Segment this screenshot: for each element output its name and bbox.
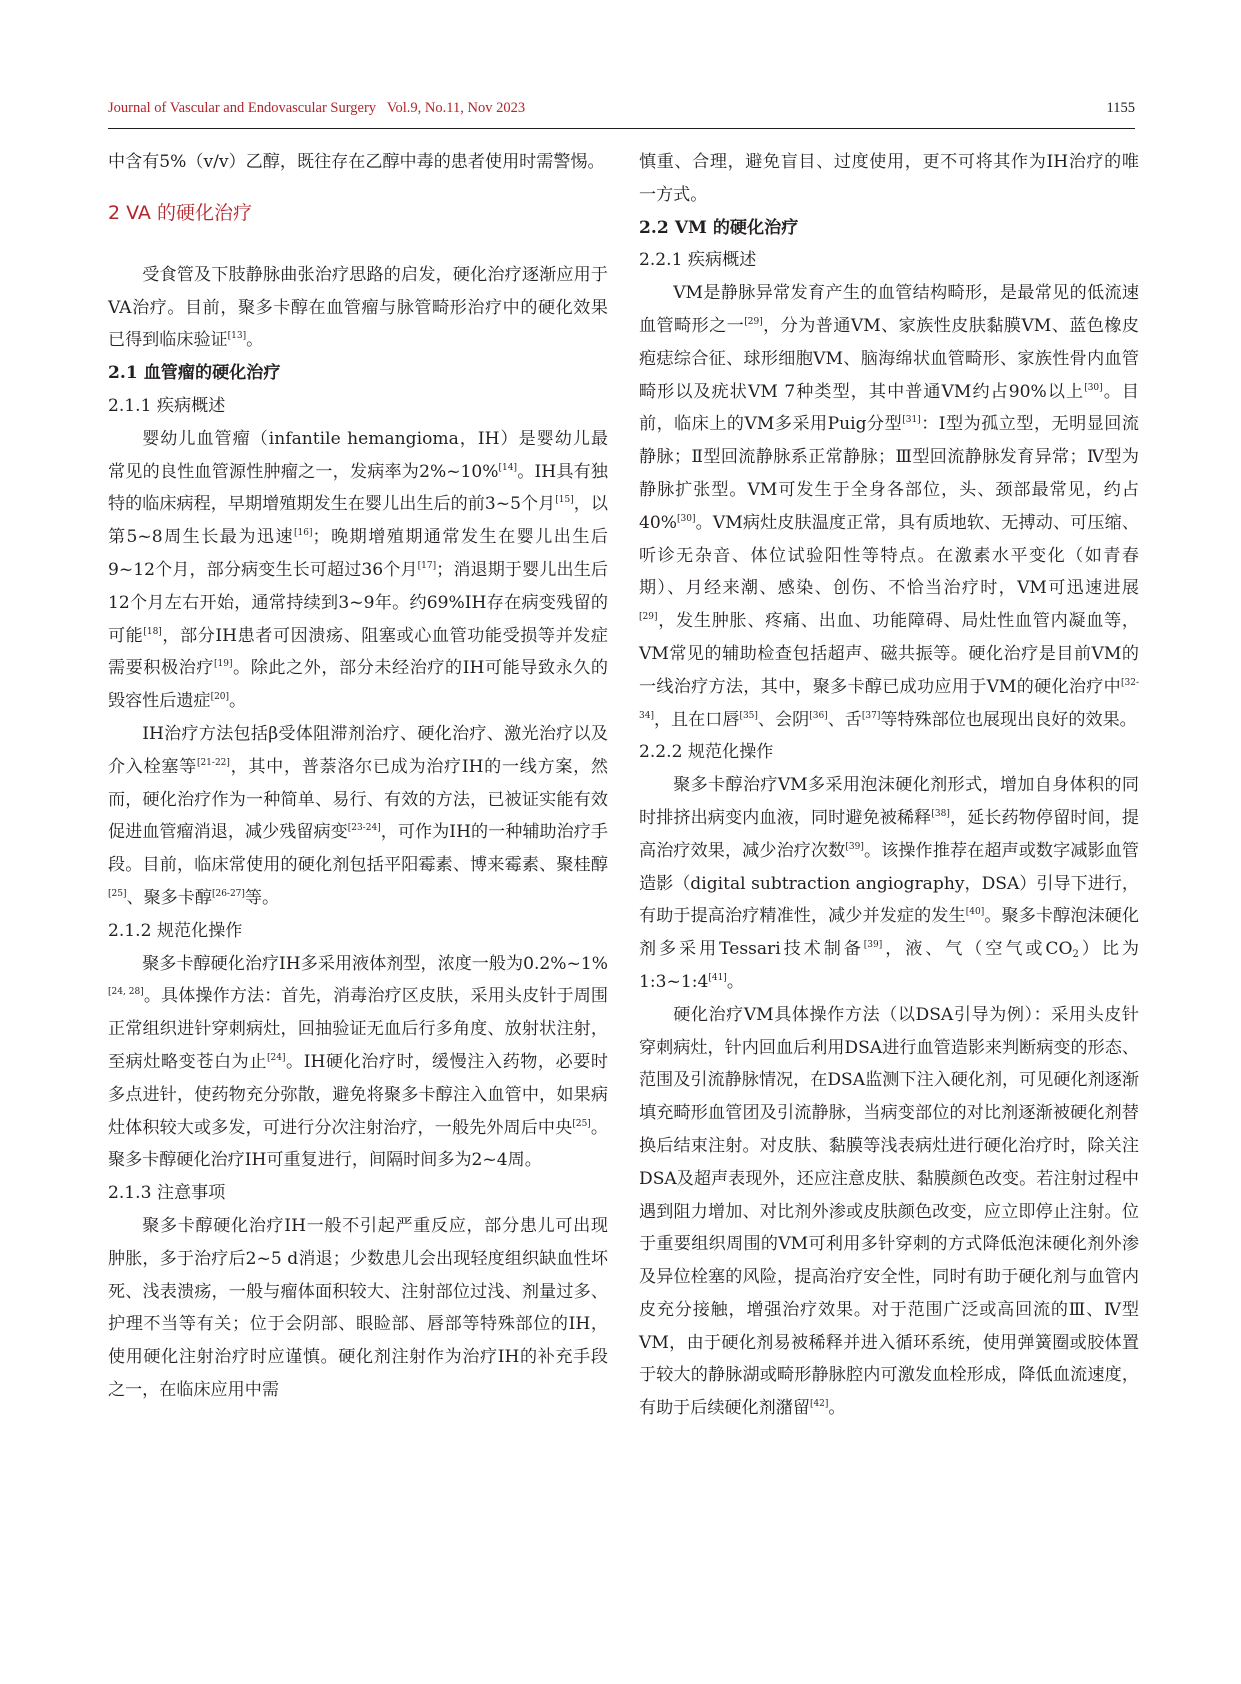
paragraph-ih-notes: 聚多卡醇硬化治疗IH一般不引起严重反应，部分患儿可出现肿胀，多于治疗后2~5 d消退；少数患儿会出现轻度组织缺血性坏死、浅表溃疡，一般与瘤体面积较大、注射部位过浅、剂量过多、护理不当等有关；位于会阴部、眼睑部、唇部等特殊部位的IH，使用硬化注射治疗时应谨慎。硬化剂注射作为治疗IH的补充手段之一，在临床应用中需: [108, 1215, 608, 1400]
citation: [24]: [266, 1052, 286, 1063]
subsection-heading-vm: 2.2 VM 的硬化治疗: [639, 217, 799, 238]
subsubsection-heading-vm-operation: 2.2.2 规范化操作: [639, 742, 774, 763]
citation: [35]: [739, 710, 758, 721]
citation: [32-34]: [639, 677, 1139, 721]
citation: [25]: [108, 888, 127, 899]
citation: [39]: [863, 940, 883, 951]
header-rule: [108, 128, 1135, 129]
subscript: 2: [1072, 949, 1079, 961]
right-column: [639, 146, 1139, 1425]
citation: [16]: [294, 528, 313, 539]
citation: [30]: [1084, 382, 1103, 393]
citation: [38]: [931, 808, 950, 819]
paragraph-ih-treatment: IH治疗方法包括β受体阻滞剂治疗、硬化治疗、激光治疗以及介入栓塞等[21-22]，其中，普萘洛尔已成为治疗IH的一线方案，然而，硬化治疗作为一种简单、易行、有效的方法，已被证实能有效促进血管瘤消退，减少残留病变[23-24]，可作为IH的一种辅助治疗手段。目前，临床常使用的硬化剂包括平阳霉素、博来霉素、聚桂醇[25]、聚多卡醇[26-27]等。: [108, 723, 608, 908]
paragraph-ih-overview: 婴幼儿血管瘤（infantile hemangioma，IH）是婴幼儿最常见的良性血管源性肿瘤之一，发病率为2%~10%[14]。IH具有独特的临床病程，早期增殖期发生在婴儿出生后的前3~5个月[15]，以第5~8周生长最为迅速[16]；晚期增殖期通常发生在婴儿出生后9~12个月，部分病变生长可超过36个月[17]；消退期于婴儿出生后12个月左右开始，通常持续到3~9年。约69%IH存在病变残留的可能[18]，部分IH患者可因溃疡、阻塞或心血管功能受损等并发症需要积极治疗[19]。除此之外，部分未经治疗的IH可能导致永久的毁容性后遗症[20]。: [108, 428, 609, 712]
paragraph-vm-overview: VM是静脉异常发育产生的血管结构畸形，是最常见的低流速血管畸形之一[29]，分为普通VM、家族性皮肤黏膜VM、蓝色橡皮疱痣综合征、球形细胞VM、脑海绵状血管畸形、家族性骨内血管畸形以及疣状VM 7种类型，其中普通VM约占90%以上[30]。目前，临床上的VM多采用Puig分型[31]：Ⅰ型为孤立型，无明显回流静脉；Ⅱ型回流静脉系正常静脉；Ⅲ型回流静脉发育异常；Ⅳ型为静脉扩张型。VM可发生于全身各部位，头、颈部最常见，约占40%[30]。VM病灶皮肤温度正常，具有质地软、无搏动、可压缩、听诊无杂音、体位试验阳性等特点。在激素水平变化（如青春期）、月经来潮、感染、创伤、不恰当治疗时，VM可迅速进展[29]，发生肿胀、疼痛、出血、功能障碍、局灶性血管内凝血等，VM常见的辅助检查包括超声、磁共振等。硬化治疗是目前VM的一线治疗方法，其中，聚多卡醇已成功应用于VM的硬化治疗中[32-34]，且在口唇[35]、会阴[36]、舌[37]等特殊部位也展现出良好的效果。: [639, 283, 1139, 730]
citation: [37]: [861, 710, 881, 721]
citation: [17]: [417, 560, 437, 571]
citation: [42]: [809, 1399, 829, 1410]
paragraph-continued: 中含有5%（v/v）乙醇，既往存在乙醇中毒的患者使用时需警惕。: [108, 152, 605, 172]
citation: [13]: [227, 331, 247, 342]
journal-header: Journal of Vascular and Endovascular Surgery Vol.9, No.11, Nov 2023: [108, 100, 526, 116]
paragraph-ih-operation: 聚多卡醇硬化治疗IH多采用液体剂型，浓度一般为0.2%~1%[24, 28]。具体操作方法：首先，消毒治疗区皮肤，采用头皮针于周围正常组织进针穿刺病灶，回抽验证无血后行多角度、放射状注射，至病灶略变苍白为止[24]。IH硬化治疗时，缓慢注入药物，必要时多点进针，使药物充分弥散，避免将聚多卡醇注入血管中，如果病灶体积较大或多发，可进行分次注射治疗，一般先外周后中央[25]。聚多卡醇硬化治疗IH可重复进行，间隔时间多为2~4周。: [108, 953, 609, 1171]
citation: [23-24]: [347, 823, 381, 834]
subsubsection-heading-operation: 2.1.2 规范化操作: [108, 920, 243, 941]
left-column: [108, 146, 608, 1407]
section-heading-va: 2 VA 的硬化治疗: [108, 201, 252, 224]
citation: [20]: [210, 692, 230, 703]
citation: [30]: [677, 513, 696, 524]
citation: [15]: [555, 495, 574, 506]
citation: [19]: [214, 659, 233, 670]
paragraph-continued: 慎重、合理，避免盲目、过度使用，更不可将其作为IH治疗的唯一方式。: [639, 152, 1139, 205]
citation: [24, 28]: [108, 987, 144, 998]
citation: [14]: [498, 462, 518, 473]
citation: [36]: [809, 710, 828, 721]
citation: [26-27]: [211, 888, 245, 899]
citation: [41]: [708, 972, 727, 983]
subsubsection-heading-vm-overview: 2.2.1 疾病概述: [639, 250, 757, 271]
citation: [25]: [572, 1118, 591, 1129]
subsection-heading-hemangioma: 2.1 血管瘤的硬化治疗: [108, 363, 281, 384]
citation: [29]: [639, 612, 658, 623]
citation: [40]: [965, 907, 985, 918]
subsubsection-heading-overview: 2.1.1 疾病概述: [108, 395, 226, 416]
page-number: 1155: [1106, 100, 1135, 116]
citation: [18]: [143, 626, 162, 637]
subsubsection-heading-notes: 2.1.3 注意事项: [108, 1183, 226, 1204]
citation: [31]: [902, 415, 921, 426]
citation: [21-22]: [196, 757, 230, 768]
citation: [29]: [744, 316, 763, 327]
paragraph-vm-procedure: 硬化治疗VM具体操作方法（以DSA引导为例）：采用头皮针穿刺病灶，针内回血后利用DSA进行血管造影来判断病变的形态、范围及引流静脉情况，在DSA监测下注入硬化剂，可见硬化剂逐渐填充畸形血管团及引流静脉，当病变部位的对比剂逐渐被硬化剂替换后结束注射。对皮肤、黏膜等浅表病灶进行硬化治疗时，除关注DSA及超声表现外，还应注意皮肤、黏膜颜色改变。若注射过程中遇到阻力增加、对比剂外渗或皮肤颜色改变，应立即停止注射。位于重要组织周围的VM可利用多针穿刺的方式降低泡沫硬化剂外渗及异位栓塞的风险，提高治疗安全性，同时有助于硬化剂与血管内皮充分接触，增强治疗效果。对于范围广泛或高回流的Ⅲ、Ⅳ型VM，由于硬化剂易被稀释并进入循环系统，使用弹簧圈或胶体置于较大的静脉湖或畸形静脉腔内可激发血栓形成，降低血流速度，有助于后续硬化剂潴留[42]。: [639, 1004, 1139, 1419]
paragraph-intro: 受食管及下肢静脉曲张治疗思路的启发，硬化治疗逐渐应用于VA治疗。目前，聚多卡醇在血管瘤与脉管畸形治疗中的硬化效果已得到临床验证[13]。: [108, 264, 608, 351]
citation: [39]: [845, 841, 864, 852]
paragraph-vm-foam: 聚多卡醇治疗VM多采用泡沫硬化剂形式，增加自身体积的同时排挤出病变内血液，同时避免被稀释[38]，延长药物停留时间，提高治疗效果，减少治疗次数[39]。该操作推荐在超声或数字减影血管造影（digital subtraction angiography，DSA）引导下进行，有助于提高治疗精准性，减少并发症的发生[40]。聚多卡醇泡沫硬化剂多采用Tessari技术制备[39]，液、气（空气或$CO_2$）比为1:3~1:4[41]。: [639, 775, 1140, 992]
